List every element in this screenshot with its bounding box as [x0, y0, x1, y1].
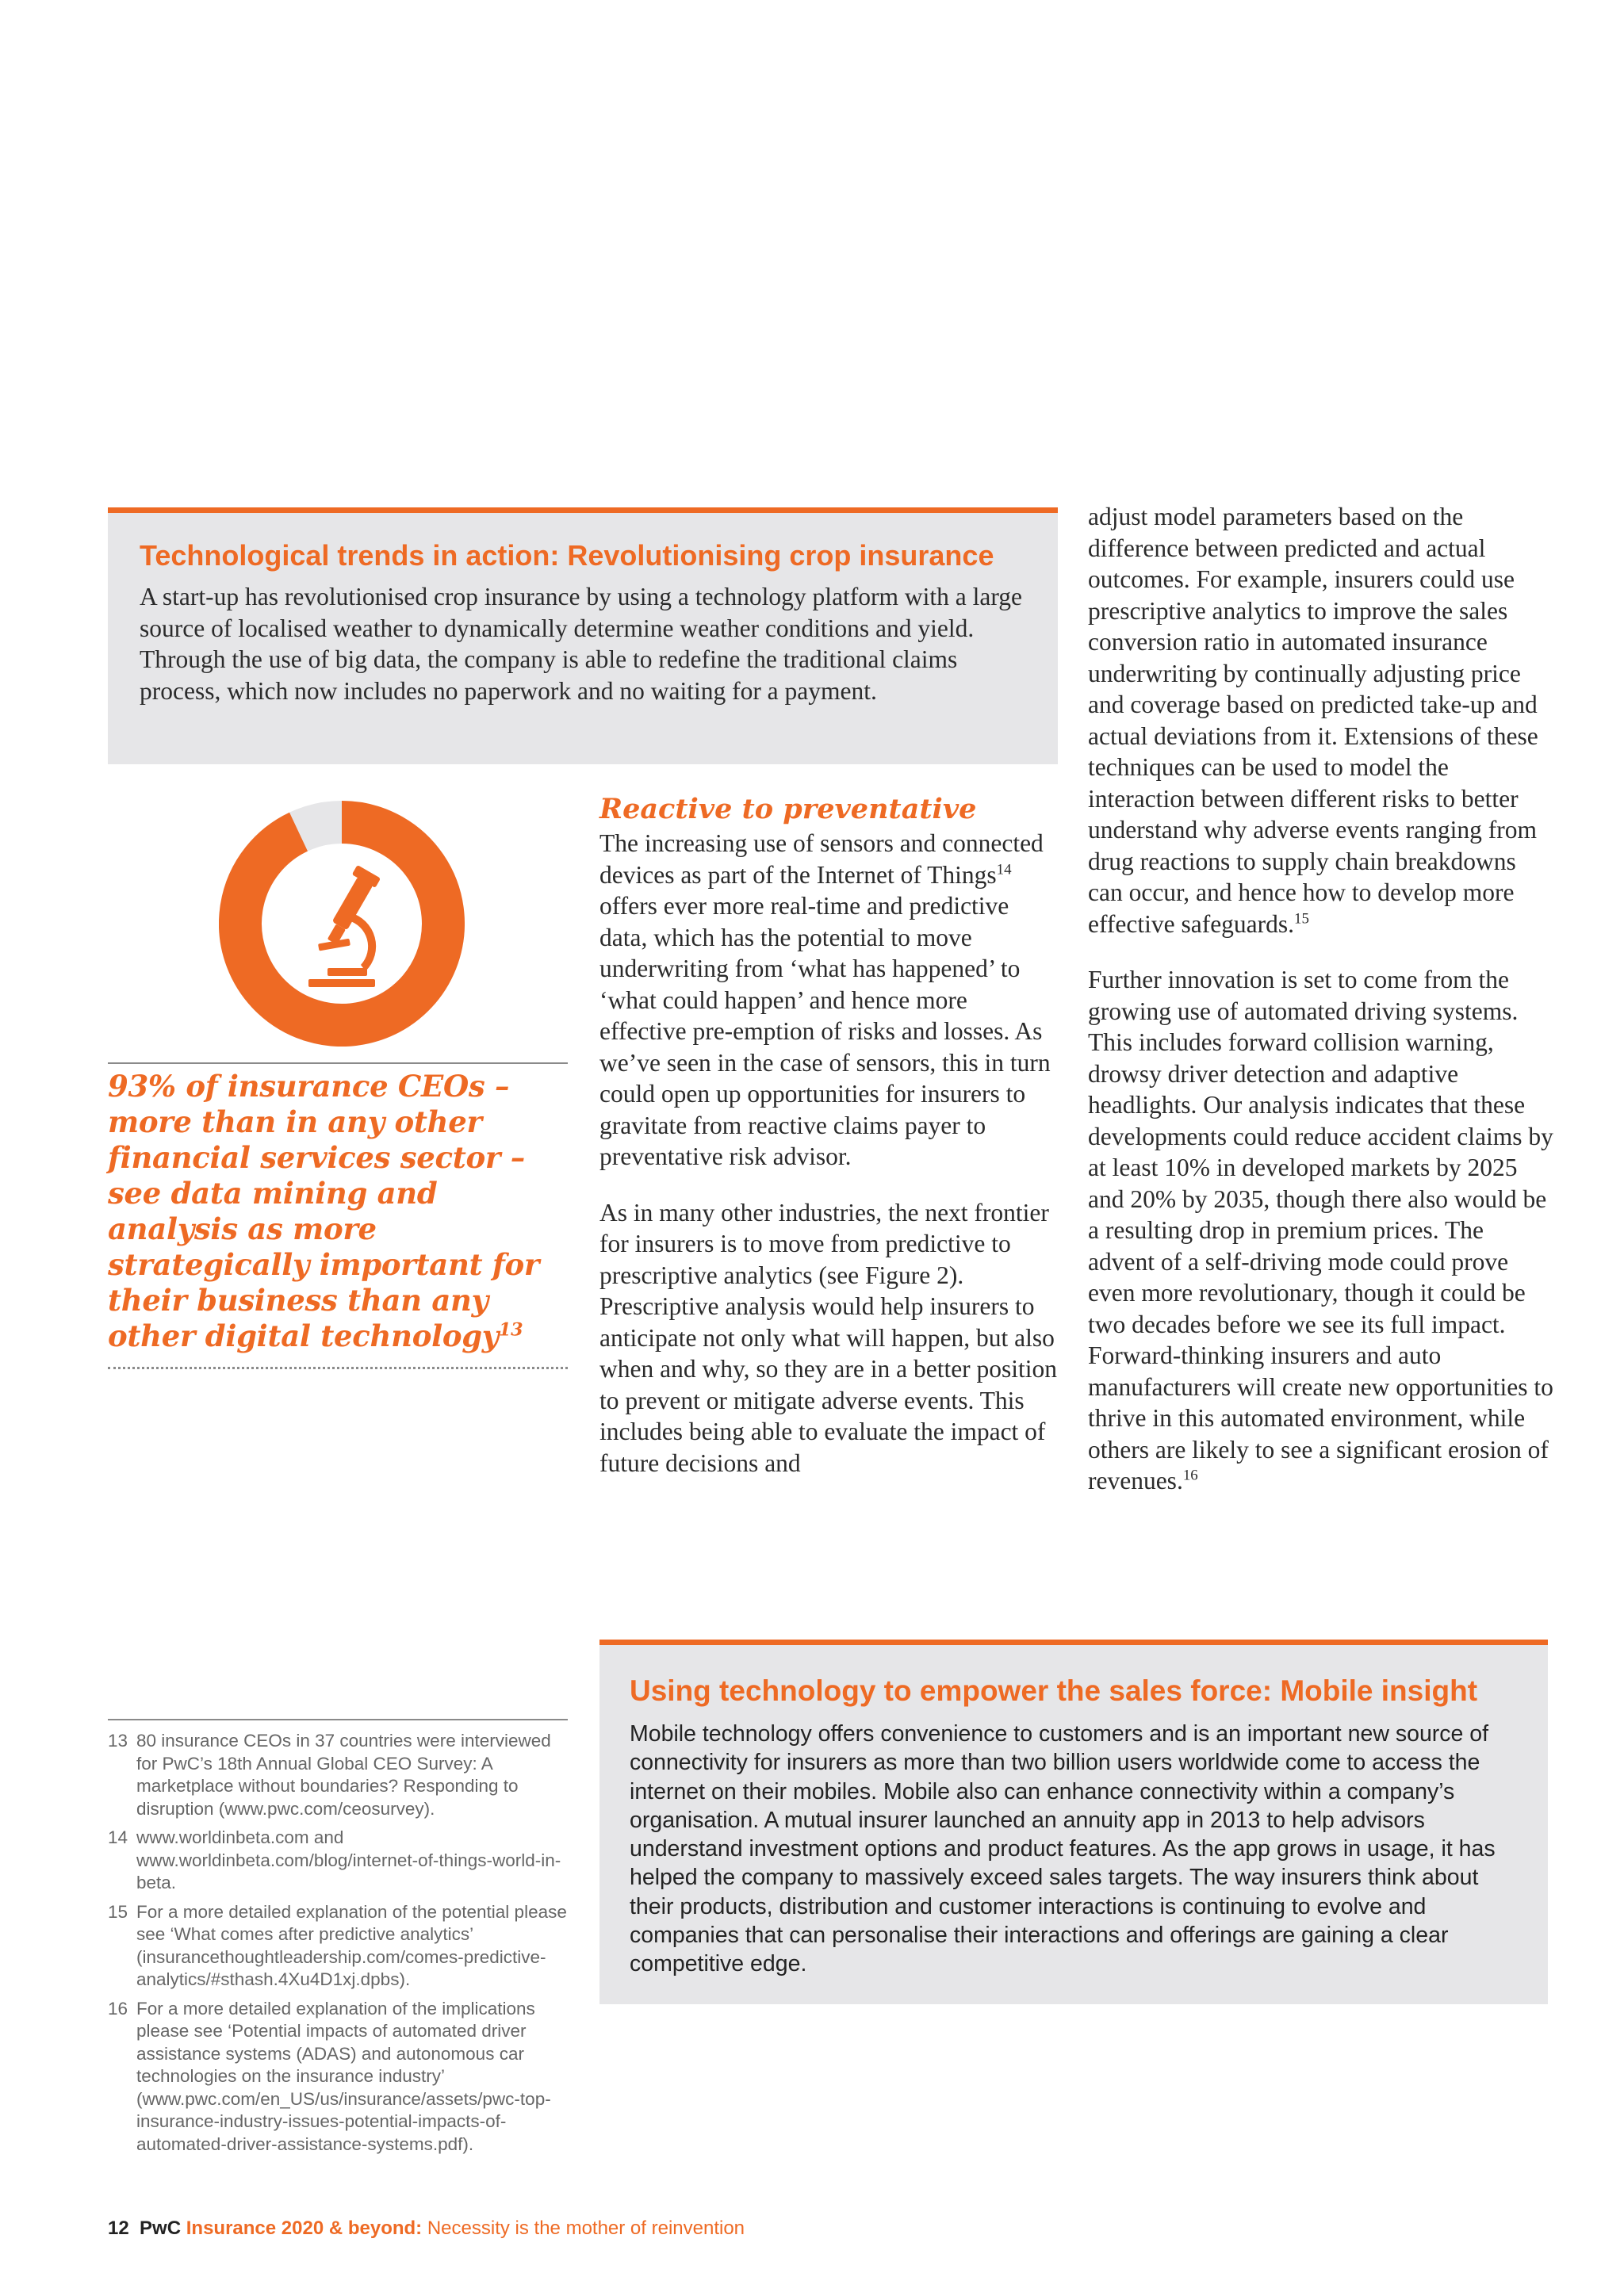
- ceo-percent-donut: [219, 801, 465, 1047]
- footnote-number: 16: [108, 1998, 128, 2019]
- stat-callout: [108, 1062, 568, 1369]
- footnote-number: 13: [108, 1731, 128, 1751]
- footnote-text: www.worldinbeta.com and www.worldinbeta.com/blog/internet-of-things-world-in-beta.: [136, 1827, 561, 1892]
- right-paragraph-2: Further innovation is set to come from the growing use of automated driving systems. This includes forward collision warning, drowsy driver detection and adaptive headlights. Our analysis indicates that these developments could reduce accident claims by at least 10% in developed markets by 2025 and 20% by 2035, though there also would be a resulting drop in premium prices. The advent of a self-driving mode could prove even more revolutionary, though it could be two decades before we see its full impact. Forward-thinking insurers and auto manufacturers will create new opportunities to thrive in this automated environment, while others are likely to see a significant erosion of revenues.$^{16}$: [1088, 966, 1553, 1494]
- footnote-item: [108, 1730, 568, 1820]
- reactive-section: [599, 793, 1059, 1503]
- crop-box-title: Technological trends in action: Revolutionising crop insurance: [140, 539, 994, 572]
- reactive-paragraph-1: The increasing use of sensors and connected devices as part of the Internet of Things$^{14}$ offers ever more real-time and predictive data, which has the potential to move underwriting from ‘what has happened’ to ‘what could happen’ and hence more effective pre-emption of risks and losses. As we’ve seen in the case of sensors, this in turn could open up opportunities for insurers to gravitate from reactive claims payer to preventative risk advisor.: [599, 829, 1051, 1170]
- callout-text: 93% of insurance CEOs – more than in any other financial services sector – see data mining and analysis as more strategically important for their business than any other digital technology: [108, 1069, 540, 1353]
- mobile-insight-box: [599, 1640, 1548, 2004]
- footnote-ref-15: 15: [1294, 910, 1309, 927]
- reactive-paragraph-2: As in many other industries, the next frontier for insurers is to move from predictive to prescriptive analytics (see Figure 2). Prescriptive analysis would help insurers to anticipate not only what will happen, but also when and why, so they are in a better position to prevent or mitigate adverse events. This includes being able to evaluate the impact of future decisions and: [599, 1198, 1058, 1477]
- section-heading: Reactive to preventative: [599, 793, 977, 825]
- callout-footnote-ref: 13: [499, 1319, 523, 1341]
- crop-insurance-box: [108, 507, 1058, 764]
- report-title: Insurance 2020 & beyond:: [186, 2218, 423, 2239]
- right-column: [1088, 501, 1556, 1521]
- mobile-box-title: Using technology to empower the sales force: Mobile insight: [630, 1674, 1478, 1707]
- page-number: 12: [108, 2218, 129, 2239]
- brand-name: PwC: [140, 2218, 182, 2239]
- crop-box-body: A start-up has revolutionised crop insurance by using a technology platform with a large source of localised weather to dynamically determine weather conditions and yield. Through the use of big data, the company is able to redefine the traditional claims process, which now includes no paperwork and no waiting for a payment.: [140, 583, 1023, 705]
- right-paragraph-1: adjust model parameters based on the difference between predicted and actual outcomes. For example, insurers could use prescriptive analytics to improve the sales conversion ratio in automated insurance underwriting by continually adjusting price and coverage based on predicted take-up and actual deviations from it. Extensions of these techniques can be used to model the interaction between different risks to better understand why adverse events ranging from drug reactions to supply chain breakdowns can occur, and hence how to develop more effective safeguards.$^{15}$: [1088, 503, 1538, 938]
- footnote-text: For a more detailed explanation of the implications please see ‘Potential impacts of automated driver assistance systems (ADAS) and autonomous car technologies on the insurance industry’ (www.pwc.com/en_US/us/insurance/assets/pwc-top-insurance-industry-issues-potential-impacts-of-automated-driver-assistance-systems.pdf).: [136, 1998, 551, 2154]
- footnote-number: 15: [108, 1901, 128, 1922]
- footnote-number: 14: [108, 1827, 128, 1847]
- footnote-ref-16: 16: [1182, 1467, 1198, 1484]
- microscope-icon: [308, 865, 381, 987]
- footnotes: [108, 1719, 568, 2162]
- footnote-item: [108, 1998, 568, 2156]
- footnote-text: For a more detailed explanation of the potential please see ‘What comes after predictive analytics’ (insurancethoughtleadership.com/comes-predictive-analytics/#sthash.4Xu4D1xj.dpbs).: [136, 1901, 567, 1989]
- page-footer: [108, 2218, 745, 2240]
- footnote-item: [108, 1901, 568, 1992]
- report-subtitle: Necessity is the mother of reinvention: [427, 2218, 745, 2239]
- footnote-text: 80 insurance CEOs in 37 countries were interviewed for PwC’s 18th Annual Global CEO Survey: A marketplace without boundaries? Responding to disruption (www.pwc.com/ceosurvey).: [136, 1731, 551, 1819]
- footnote-item: [108, 1827, 568, 1895]
- mobile-box-body: Mobile technology offers convenience to customers and is an important new source of connectivity for insurers as more than two billion users worldwide come to access the internet on their mobiles. Mobile also can enhance connectivity within a company’s organisation. A mutual insurer launched an annuity app in 2013 to help advisors understand investment options and product features. As the app grows in usage, it has helped the company to massively exceed sales targets. The way insurers think about their products, distribution and customer interactions is continuing to evolve and companies that can personalise their interactions and offerings are gaining a clear competitive edge.: [630, 1721, 1496, 1977]
- footnote-ref-14: 14: [996, 861, 1012, 878]
